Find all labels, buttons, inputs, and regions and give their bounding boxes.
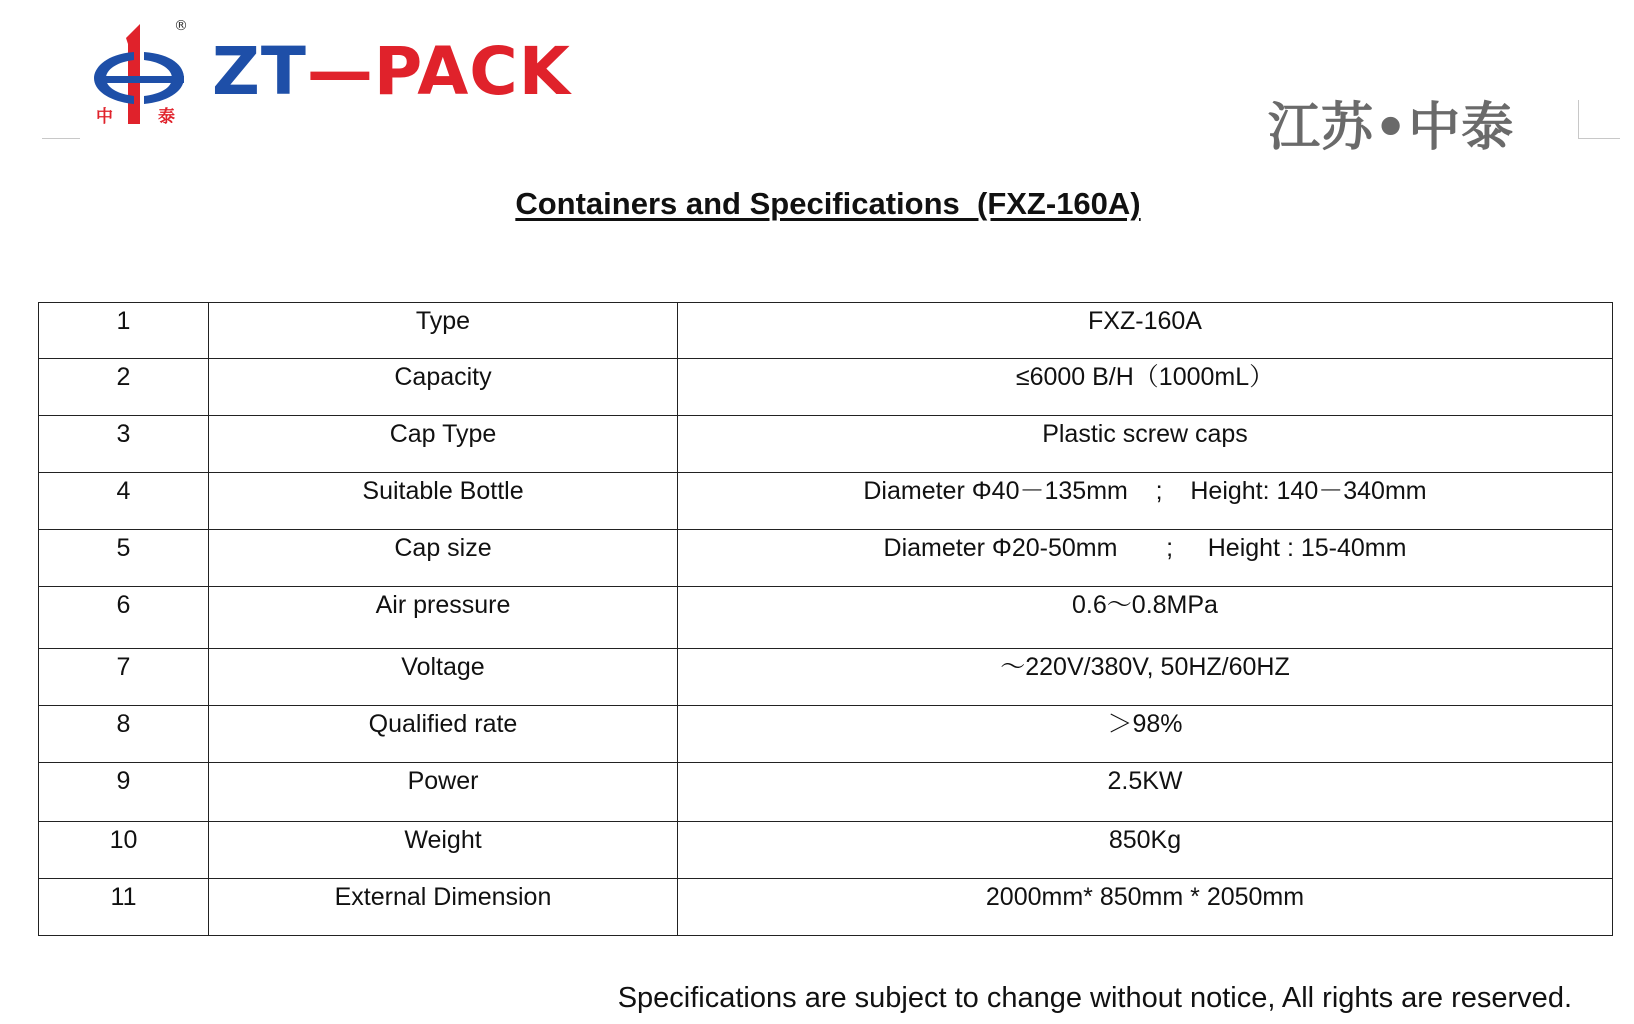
spec-name: Qualified rate — [368, 710, 518, 738]
logo-cn-left: 中 — [96, 107, 113, 127]
row-number-cell — [39, 587, 209, 649]
spec-name: External Dimension — [334, 883, 552, 911]
row-number-cell — [39, 473, 209, 530]
row-number: 9 — [116, 767, 131, 795]
table-row — [39, 473, 1613, 530]
spec-table — [38, 302, 1613, 936]
table-row — [39, 530, 1613, 587]
table-row — [39, 587, 1613, 649]
row-number: 11 — [110, 883, 137, 911]
header-rule-right — [1578, 138, 1620, 139]
table-row — [39, 359, 1613, 416]
row-number: 5 — [116, 534, 131, 562]
row-number-cell — [39, 879, 209, 936]
spec-value-cell — [678, 879, 1613, 936]
table-row — [39, 879, 1613, 936]
spec-name: Voltage — [401, 653, 485, 681]
brand-dash: — — [306, 33, 374, 110]
row-number-cell — [39, 416, 209, 473]
footer-note: Specifications are subject to change without notice, All rights are reserved. — [617, 982, 1572, 1014]
company-logo — [88, 16, 198, 134]
spec-name-cell — [209, 879, 678, 936]
spec-name: Weight — [404, 826, 482, 854]
zt-logo-icon — [88, 16, 198, 134]
spec-value: Diameter Φ20-50mm ; Height : 15-40mm — [883, 534, 1407, 562]
spec-value: ＞98% — [1107, 710, 1183, 738]
row-number: 1 — [116, 307, 131, 335]
spec-name: Cap Type — [389, 420, 497, 448]
spec-value: ～220V/380V, 50HZ/60HZ — [1000, 653, 1290, 681]
spec-name-cell — [209, 473, 678, 530]
spec-name-cell — [209, 587, 678, 649]
brand-pack: PACK — [373, 33, 571, 110]
row-number-cell — [39, 530, 209, 587]
spec-value: 0.6～0.8MPa — [1072, 591, 1218, 619]
brand-zt: ZT — [212, 33, 307, 110]
page-title: Containers and Specifications (FXZ-160A) — [515, 186, 1141, 221]
row-number: 3 — [116, 420, 131, 448]
spec-name-cell — [209, 359, 678, 416]
spec-value-cell — [678, 530, 1613, 587]
table-row — [39, 649, 1613, 706]
spec-value-cell — [678, 303, 1613, 359]
table-row — [39, 303, 1613, 359]
row-number-cell — [39, 649, 209, 706]
spec-table-body — [39, 303, 1613, 936]
spec-name-cell — [209, 706, 678, 763]
spec-name-cell — [209, 303, 678, 359]
spec-value-cell — [678, 706, 1613, 763]
spec-name-cell — [209, 416, 678, 473]
spec-name: Suitable Bottle — [362, 477, 524, 505]
header-rule-right-vertical — [1578, 100, 1579, 138]
row-number: 8 — [116, 710, 131, 738]
spec-value-cell — [678, 649, 1613, 706]
spec-name-cell — [209, 649, 678, 706]
row-number-cell — [39, 303, 209, 359]
spec-value-cell — [678, 763, 1613, 822]
spec-value: ≤6000 B/H（1000mL） — [1015, 363, 1275, 391]
spec-value-cell — [678, 416, 1613, 473]
row-number: 10 — [109, 826, 138, 854]
row-number: 2 — [116, 363, 131, 391]
spec-name: Capacity — [394, 363, 492, 391]
spec-name: Type — [415, 307, 471, 335]
spec-value-cell — [678, 473, 1613, 530]
logo-cn-right: 泰 — [158, 107, 175, 127]
spec-value: 850Kg — [1108, 826, 1182, 854]
spec-value: Diameter Φ40－135mm ; Height: 140－340mm — [863, 477, 1427, 505]
spec-name: Power — [407, 767, 479, 795]
spec-name-cell — [209, 822, 678, 879]
table-row — [39, 416, 1613, 473]
spec-value-cell — [678, 587, 1613, 649]
spec-value: 2000mm* 850mm * 2050mm — [985, 883, 1305, 911]
table-row — [39, 822, 1613, 879]
header-rule-left — [42, 138, 80, 139]
row-number: 6 — [116, 591, 131, 619]
table-row — [39, 706, 1613, 763]
spec-value-cell — [678, 822, 1613, 879]
company-name-cn: 江苏•中泰 — [1268, 98, 1515, 158]
spec-name: Cap size — [394, 534, 492, 562]
row-number-cell — [39, 359, 209, 416]
table-row — [39, 763, 1613, 822]
row-number: 4 — [116, 477, 131, 505]
row-number-cell — [39, 822, 209, 879]
spec-value: Plastic screw caps — [1042, 420, 1248, 448]
registered-mark: ® — [174, 18, 188, 34]
row-number: 7 — [116, 653, 131, 681]
spec-name: Air pressure — [375, 591, 511, 619]
row-number-cell — [39, 706, 209, 763]
brand-name — [212, 32, 571, 112]
spec-value: 2.5KW — [1107, 767, 1183, 795]
row-number-cell — [39, 763, 209, 822]
spec-name-cell — [209, 763, 678, 822]
spec-name-cell — [209, 530, 678, 587]
spec-value: FXZ-160A — [1088, 307, 1202, 335]
spec-value-cell — [678, 359, 1613, 416]
